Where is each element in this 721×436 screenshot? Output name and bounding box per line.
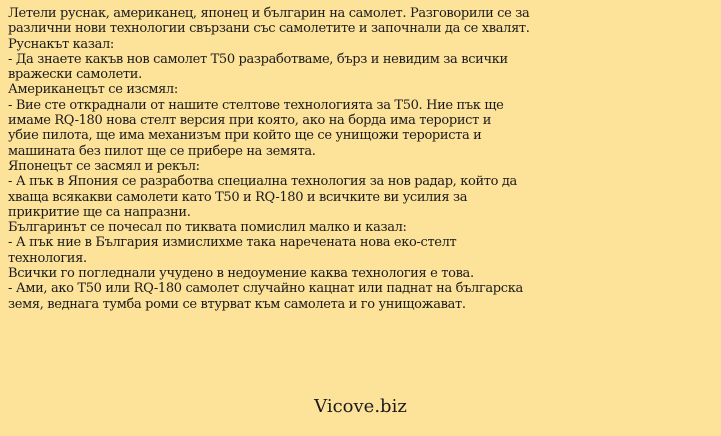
- joke-line: технология.: [8, 250, 87, 266]
- joke-line: земя, веднага тумба роми се втурват към самолета и го унищожават.: [8, 296, 466, 312]
- joke-line: Японецът се засмял и рекъл:: [8, 158, 200, 174]
- joke-line: хваща всякакви самолети като Т50 и RQ-180 и всичките ви усилия за: [8, 189, 468, 205]
- joke-text: [8, 6, 714, 312]
- joke-line: Руснакът казал:: [8, 36, 114, 52]
- joke-line: Американецът се изсмял:: [8, 82, 178, 98]
- joke-line: Летели руснак, американец, японец и българин на самолет. Разговорили се за: [8, 6, 530, 21]
- joke-line: убие пилота, ще има механизъм при който ще се унищожи терориста и: [8, 128, 482, 144]
- joke-line: Българинът се почесал по тиквата помислил малко и казал:: [8, 220, 407, 236]
- joke-line: прикритие ще са напразни.: [8, 204, 191, 220]
- joke-line: - Да знаете какъв нов самолет Т50 разработваме, бърз и невидим за всички: [8, 51, 508, 67]
- site-watermark: Vicove.biz: [314, 396, 407, 417]
- joke-line: Всички го погледнали учудено в недоумение каква технология е това.: [8, 266, 474, 282]
- joke-line: - Вие сте откраднали от нашите стелтове технологията за Т50. Ние пък ще: [8, 97, 504, 113]
- joke-line: имаме RQ-180 нова стелт версия при която, ако на борда има терорист и: [8, 113, 492, 129]
- joke-line: - А пък в Япония се разработва специална технология за нов радар, който да: [8, 174, 517, 190]
- joke-line: вражески самолети.: [8, 67, 142, 83]
- joke-line: - А пък ние в България измислихме така наречената нова еко-стелт: [8, 235, 457, 251]
- joke-line: машината без пилот ще се прибере на земята.: [8, 143, 316, 159]
- joke-line: различни нови технологии свързани със самолетите и започнали да се хвалят.: [8, 21, 530, 37]
- joke-line: - Ами, ако Т50 или RQ-180 самолет случайно кацнат или паднат на българска: [8, 281, 523, 297]
